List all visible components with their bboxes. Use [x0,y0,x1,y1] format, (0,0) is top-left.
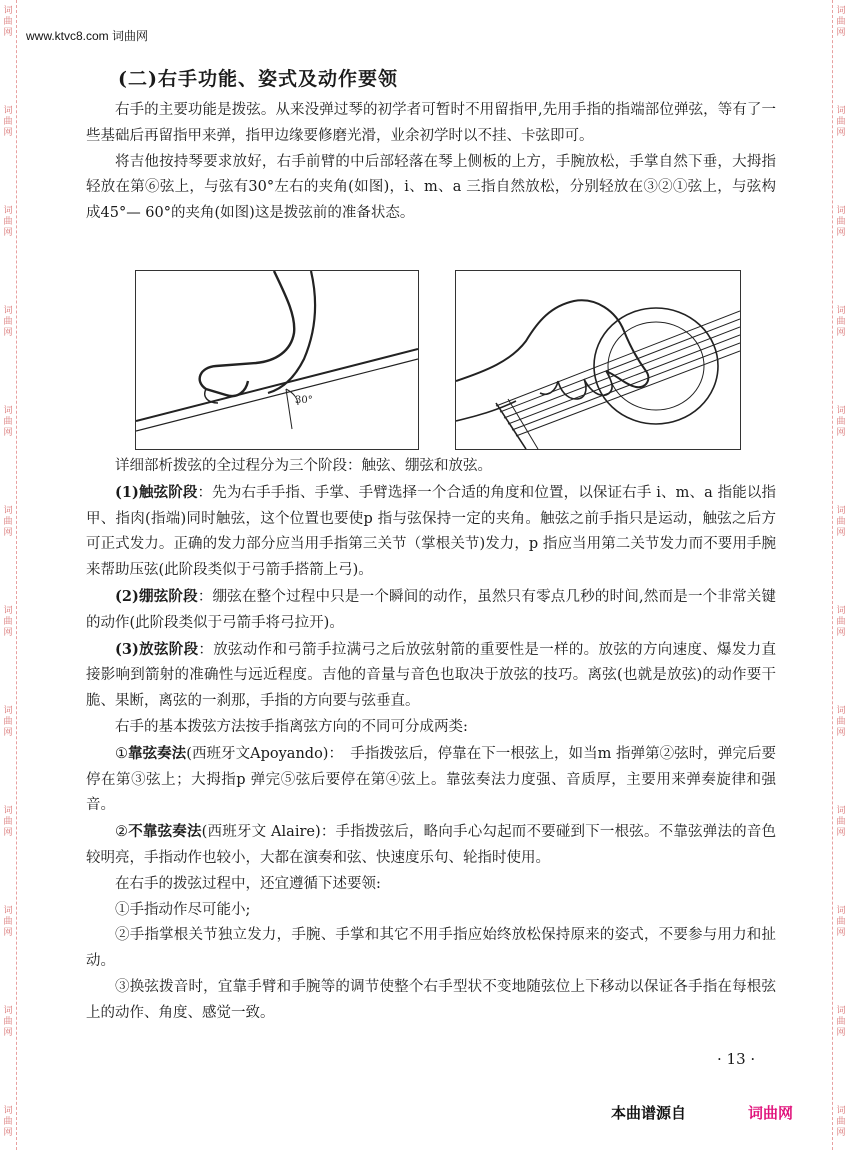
watermark-glyph: 网 [836,928,846,938]
list-marker: ② [115,824,129,841]
watermark-glyph: 词 [3,206,13,216]
watermark-glyph: 曲 [836,17,846,27]
watermark-glyph: 曲 [3,1017,13,1027]
stage-title: (3)放弦阶段 [115,640,199,658]
figure-thumb-angle [135,270,419,450]
watermark-glyph: 词 [836,306,846,316]
paragraph: 右手的主要功能是拨弦。从来没弹过琴的初学者可暂时不用留指甲,先用手指的指端部位弹弦，等有了一些基础后再留指甲来弹，指甲边缘要修磨光滑，业余初学时以不挂、卡弦即可。 [86,102,776,144]
watermark-glyph-group [0,806,16,839]
watermark-glyph: 词 [836,6,846,16]
section-heading: (二)右手功能、姿式及动作要领 [118,68,398,90]
watermark-glyph: 网 [836,328,846,338]
angle-label: 30° [295,395,313,406]
watermark-glyph-group [0,106,16,139]
watermark-glyph: 曲 [3,617,13,627]
watermark-glyph: 网 [3,428,13,438]
watermark-glyph: 词 [836,1106,846,1116]
watermark-glyph: 曲 [836,1017,846,1027]
intro-text [86,98,776,227]
watermark-glyph: 曲 [836,817,846,827]
watermark-glyph: 曲 [3,217,13,227]
watermark-glyph: 曲 [3,117,13,127]
watermark-glyph: 曲 [3,1117,13,1127]
watermark-glyph: 网 [3,28,13,38]
watermark-glyph: 词 [3,406,13,416]
watermark-glyph-group [0,1006,16,1039]
watermark-glyph-group [833,506,849,539]
watermark-glyph: 词 [3,806,13,816]
watermark-glyph: 网 [3,828,13,838]
watermark-glyph: 曲 [3,717,13,727]
watermark-glyph: 词 [3,1106,13,1116]
paragraph: 右手的基本拨弦方法按手指离弦方向的不同可分成两类: [115,718,468,735]
paragraph: ①手指动作尽可能小; [115,901,251,918]
watermark-glyph: 网 [3,928,13,938]
watermark-glyph-group [833,1006,849,1039]
watermark-glyph: 网 [3,1028,13,1038]
watermark-glyph: 词 [836,806,846,816]
watermark-glyph-group [833,606,849,639]
watermark-glyph: 词 [836,606,846,616]
watermark-glyph-group [0,606,16,639]
watermark-glyph: 曲 [836,117,846,127]
watermark-glyph-group [833,6,849,39]
watermark-glyph-group [833,1106,849,1139]
figure-hand-on-guitar [455,270,741,450]
thumb-illustration [136,271,418,449]
list-marker: ① [115,745,129,762]
paragraph: 详细部析拨弦的全过程分为三个阶段：触弦、绷弦和放弦。 [115,458,492,474]
watermark-glyph: 曲 [3,317,13,327]
watermark-glyph: 词 [3,706,13,716]
watermark-glyph: 曲 [836,617,846,627]
paragraph-text: ：放弦动作和弓箭手拉满弓之后放弦射箭的重要性是一样的。放弦的方向速度、爆发力直接影响到箭射的准确性与远近程度。吉他的音量与音色也取决于放弦的技巧。离弦(也就是放弦)的动作要干脆、果断，离弦的一刹那，手指的方向要与弦垂直。 [86,641,776,710]
watermark-glyph: 网 [836,28,846,38]
paragraph: 在右手的拨弦过程中，还宜遵循下述要领: [115,875,381,892]
watermark-glyph: 曲 [3,917,13,927]
watermark-glyph: 网 [836,528,846,538]
watermark-glyph: 网 [836,228,846,238]
paragraph: ③换弦拨音时，宜靠手臂和手腕等的调节使整个右手型状不变地随弦位上下移动以保证各手指在每根弦上的动作、角度、感觉一致。 [86,978,776,1021]
watermark-glyph: 网 [836,1028,846,1038]
stage-title: (2)绷弦阶段 [115,587,198,605]
paragraph [86,819,776,872]
watermark-glyph: 词 [3,506,13,516]
watermark-glyph: 词 [836,706,846,716]
watermark-glyph: 网 [836,428,846,438]
watermark-glyph: 网 [836,728,846,738]
watermark-glyph: 词 [3,306,13,316]
watermark-glyph: 网 [836,828,846,838]
watermark-glyph-group [0,906,16,939]
watermark-glyph: 词 [3,606,13,616]
watermark-glyph: 曲 [836,717,846,727]
paragraph-text: (西班牙文Apoyando)： 手指拨弦后，停靠在下一根弦上，如当m 指弹第②弦时，弹完后要停在第③弦上；大拇指p 弹完⑤弦后要停在第④弦上。靠弦奏法力度强、音质厚，主要用来弹奏旋律和强音。 [86,745,776,814]
watermark-glyph: 曲 [3,17,13,27]
watermark-glyph: 曲 [836,217,846,227]
watermark-glyph-group [0,706,16,739]
watermark-glyph: 网 [3,628,13,638]
watermark-glyph: 网 [3,728,13,738]
watermark-glyph-group [0,6,16,39]
watermark-glyph: 词 [836,406,846,416]
watermark-glyph-group [833,906,849,939]
stage-title: (1)触弦阶段 [115,483,198,501]
watermark-glyph: 网 [836,628,846,638]
hand-guitar-illustration [456,271,740,449]
right-watermark-column [832,0,849,1150]
watermark-glyph-group [833,406,849,439]
watermark-glyph: 词 [836,106,846,116]
watermark-glyph: 网 [3,328,13,338]
watermark-glyph-group [833,206,849,239]
paragraph-text: ：绷弦在整个过程中只是一个瞬间的动作，虽然只有零点几秒的时间,然而是一个非常关键的动作(此阶段类似于弓箭手将弓拉开)。 [86,588,776,631]
watermark-glyph-group [833,806,849,839]
watermark-glyph: 词 [836,1006,846,1016]
watermark-glyph-group [833,106,849,139]
watermark-glyph: 网 [3,528,13,538]
watermark-glyph: 曲 [836,417,846,427]
watermark-glyph-group [0,1106,16,1139]
watermark-glyph: 曲 [3,817,13,827]
watermark-glyph: 词 [3,106,13,116]
watermark-glyph: 曲 [3,517,13,527]
watermark-glyph: 曲 [3,417,13,427]
source-label: 本曲谱源自 [611,1104,687,1122]
watermark-glyph: 曲 [836,1117,846,1127]
paragraph-text: ：先为右手手指、手掌、手臂选择一个合适的角度和位置，以保证右手 i、m、a 指能以指甲、指肉(指端)同时触弦，这个位置也要使p 指与弦保持一定的夹角。触弦之前手指只是运动，触弦之后方可正式发力。正确的发力部分应当用手指第三关节（掌根关节)发力，p 指应当用第二关节发力而不要用手腕来帮助压弦(此阶段类似于弓箭手搭箭上弓)。 [86,484,777,579]
watermark-glyph: 词 [3,6,13,16]
watermark-glyph: 曲 [836,317,846,327]
watermark-glyph: 曲 [836,917,846,927]
site-url[interactable]: www.ktvc8.com 词曲网 [26,29,149,43]
paragraph: 将吉他按持琴要求放好，右手前臂的中后部轻落在琴上侧板的上方，手腕放松，手掌自然下垂，大拇指轻放在第⑥弦上，与弦有30°左右的夹角(如图)，i、m、a 三指自然放松，分别轻放在③②①弦上，与弦构成45°— 60°的夹角(如图)这是拨弦前的准备状态。 [86,153,776,222]
watermark-glyph: 词 [3,906,13,916]
watermark-glyph: 网 [3,128,13,138]
watermark-glyph: 网 [3,228,13,238]
watermark-glyph-group [833,306,849,339]
watermark-glyph: 网 [836,128,846,138]
watermark-glyph: 网 [3,1128,13,1138]
watermark-glyph: 词 [836,506,846,516]
watermark-glyph: 词 [836,206,846,216]
paragraph [86,480,776,584]
watermark-glyph: 曲 [836,517,846,527]
source-brand-link[interactable]: 词曲网 [748,1104,794,1122]
body-text [86,454,776,1027]
watermark-glyph-group [0,406,16,439]
method-title: 不靠弦奏法 [128,823,202,841]
left-watermark-column [0,0,17,1150]
paragraph [86,637,776,715]
page-number: · 13 · [717,1050,756,1068]
paragraph [86,584,776,637]
watermark-glyph-group [0,306,16,339]
watermark-glyph-group [0,506,16,539]
watermark-glyph-group [833,706,849,739]
paragraph: ②手指掌根关节独立发力，手腕、手掌和其它不用手指应始终放松保持原来的姿式，不要参与用力和扯动。 [86,927,776,970]
paragraph [86,741,776,819]
watermark-glyph: 网 [836,1128,846,1138]
paragraph-text: (西班牙文 Alaire)：手指拨弦后，略向手心勾起而不要碰到下一根弦。不靠弦弹法的音色较明亮，手指动作也较小，大都在演奏和弦、快速度乐句、轮指时使用。 [86,824,777,866]
watermark-glyph: 词 [836,906,846,916]
watermark-glyph-group [0,206,16,239]
watermark-glyph: 词 [3,1006,13,1016]
method-title: 靠弦奏法 [128,744,187,762]
